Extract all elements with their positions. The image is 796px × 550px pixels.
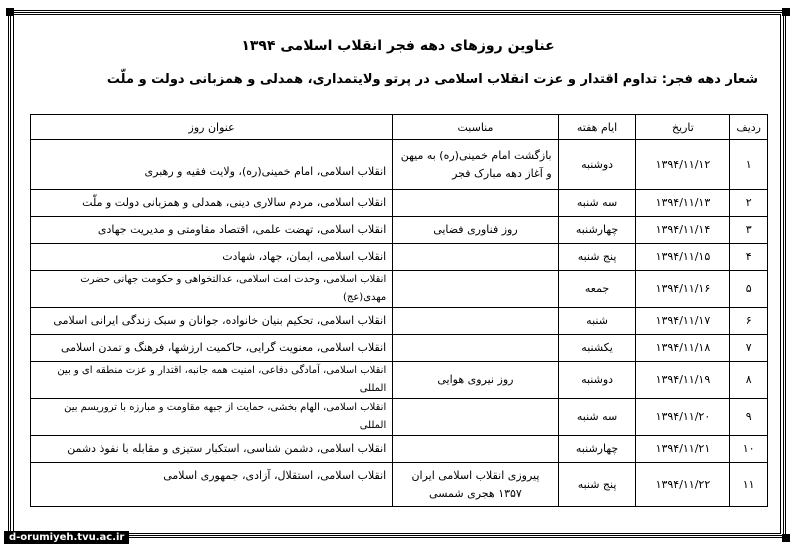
row-date: ۱۳۹۴/۱۱/۲۲ <box>636 463 730 507</box>
row-occasion <box>393 399 558 436</box>
row-number: ۳ <box>730 217 768 244</box>
row-weekday: پنج شنبه <box>558 463 636 507</box>
row-number: ۱ <box>730 140 768 190</box>
header-occasion: مناسبت <box>393 115 558 140</box>
row-date: ۱۳۹۴/۱۱/۲۱ <box>636 436 730 463</box>
corner-ornament-top-right <box>782 8 790 16</box>
row-weekday: سه شنبه <box>558 190 636 217</box>
header-weekday: ایام هفته <box>558 115 636 140</box>
table-row <box>31 463 768 507</box>
row-occasion <box>393 244 558 271</box>
header-row-number: ردیف <box>730 115 768 140</box>
table-row <box>31 399 768 436</box>
row-day-title: انقلاب اسلامی، آمادگی دفاعی، امنیت همه جانبه، اقتدار و عزت منطقه ای و بین المللی <box>31 362 393 399</box>
row-day-title: انقلاب اسلامی، استقلال، آزادی، جمهوری اسلامی <box>31 463 393 507</box>
row-weekday: شنبه <box>558 308 636 335</box>
table-row <box>31 362 768 399</box>
site-watermark: d-orumiyeh.tvu.ac.ir <box>4 531 129 544</box>
row-occasion <box>393 335 558 362</box>
row-day-title: انقلاب اسلامی، دشمن شناسی، استکبار ستیزی و مقابله با نفوذ دشمن <box>31 436 393 463</box>
row-weekday: یکشنبه <box>558 335 636 362</box>
row-occasion: بازگشت امام خمینی(ره) به میهن و آغاز دهه مبارک فجر <box>393 140 558 190</box>
row-weekday: سه شنبه <box>558 399 636 436</box>
row-occasion <box>393 271 558 308</box>
row-weekday: جمعه <box>558 271 636 308</box>
table-row <box>31 335 768 362</box>
row-number: ۹ <box>730 399 768 436</box>
table-row <box>31 190 768 217</box>
row-day-title: انقلاب اسلامی، امام خمینی(ره)، ولایت فقیه و رهبری <box>31 140 393 190</box>
row-number: ۶ <box>730 308 768 335</box>
table-row <box>31 271 768 308</box>
row-weekday: دوشنبه <box>558 140 636 190</box>
row-number: ۱۰ <box>730 436 768 463</box>
row-number: ۵ <box>730 271 768 308</box>
row-occasion <box>393 308 558 335</box>
row-date: ۱۳۹۴/۱۱/۱۲ <box>636 140 730 190</box>
row-number: ۸ <box>730 362 768 399</box>
row-date: ۱۳۹۴/۱۱/۲۰ <box>636 399 730 436</box>
slogan-line: شعار دهه فجر: تداوم اقتدار و عزت انقلاب اسلامی در پرتو ولایتمداری، همدلی و همزبانی دولت و ملّت <box>106 72 758 87</box>
row-occasion <box>393 190 558 217</box>
days-table <box>30 114 768 507</box>
row-weekday: پنج شنبه <box>558 244 636 271</box>
corner-ornament-bottom-right <box>782 534 790 542</box>
table-row <box>31 308 768 335</box>
row-date: ۱۳۹۴/۱۱/۱۳ <box>636 190 730 217</box>
table-row <box>31 140 768 190</box>
row-date: ۱۳۹۴/۱۱/۱۵ <box>636 244 730 271</box>
row-number: ۴ <box>730 244 768 271</box>
row-date: ۱۳۹۴/۱۱/۱۶ <box>636 271 730 308</box>
row-occasion: روز فناوری فضایی <box>393 217 558 244</box>
row-date: ۱۳۹۴/۱۱/۱۷ <box>636 308 730 335</box>
row-date: ۱۳۹۴/۱۱/۱۹ <box>636 362 730 399</box>
row-number: ۲ <box>730 190 768 217</box>
header-day-title: عنوان روز <box>31 115 393 140</box>
row-date: ۱۳۹۴/۱۱/۱۴ <box>636 217 730 244</box>
corner-ornament-top-left <box>6 8 14 16</box>
row-occasion: پیروزی انقلاب اسلامی ایران ۱۳۵۷ هجری شمسی <box>393 463 558 507</box>
row-day-title: انقلاب اسلامی، ایمان، جهاد، شهادت <box>31 244 393 271</box>
row-day-title: انقلاب اسلامی، تحکیم بنیان خانواده، جوانان و سبک زندگی ایرانی اسلامی <box>31 308 393 335</box>
row-day-title: انقلاب اسلامی، معنویت گرایی، حاکمیت ارزشها، فرهنگ و تمدن اسلامی <box>31 335 393 362</box>
document-title: عناوین روزهای دهه فجر انقلاب اسلامی ۱۳۹۴ <box>241 38 555 54</box>
table-row <box>31 436 768 463</box>
row-weekday: چهارشنبه <box>558 436 636 463</box>
row-day-title: انقلاب اسلامی، الهام بخشی، حمایت از جبهه مقاومت و مبارزه با تروریسم بین المللی <box>31 399 393 436</box>
row-date: ۱۳۹۴/۱۱/۱۸ <box>636 335 730 362</box>
row-number: ۱۱ <box>730 463 768 507</box>
row-weekday: دوشنبه <box>558 362 636 399</box>
row-occasion <box>393 436 558 463</box>
table-row <box>31 244 768 271</box>
row-day-title: انقلاب اسلامی، تهضت علمی، اقتصاد مقاومتی و مدیریت جهادی <box>31 217 393 244</box>
row-weekday: چهارشنبه <box>558 217 636 244</box>
row-day-title: انقلاب اسلامی، مردم سالاری دینی، همدلی و همزبانی دولت و ملّت <box>31 190 393 217</box>
row-day-title: انقلاب اسلامی، وحدت امت اسلامی، عدالتخواهی و حکومت جهانی حضرت مهدی(عج) <box>31 271 393 308</box>
table-row <box>31 217 768 244</box>
row-occasion: روز نیروی هوایی <box>393 362 558 399</box>
header-date: تاریخ <box>636 115 730 140</box>
table-header-row <box>31 115 768 140</box>
row-number: ۷ <box>730 335 768 362</box>
